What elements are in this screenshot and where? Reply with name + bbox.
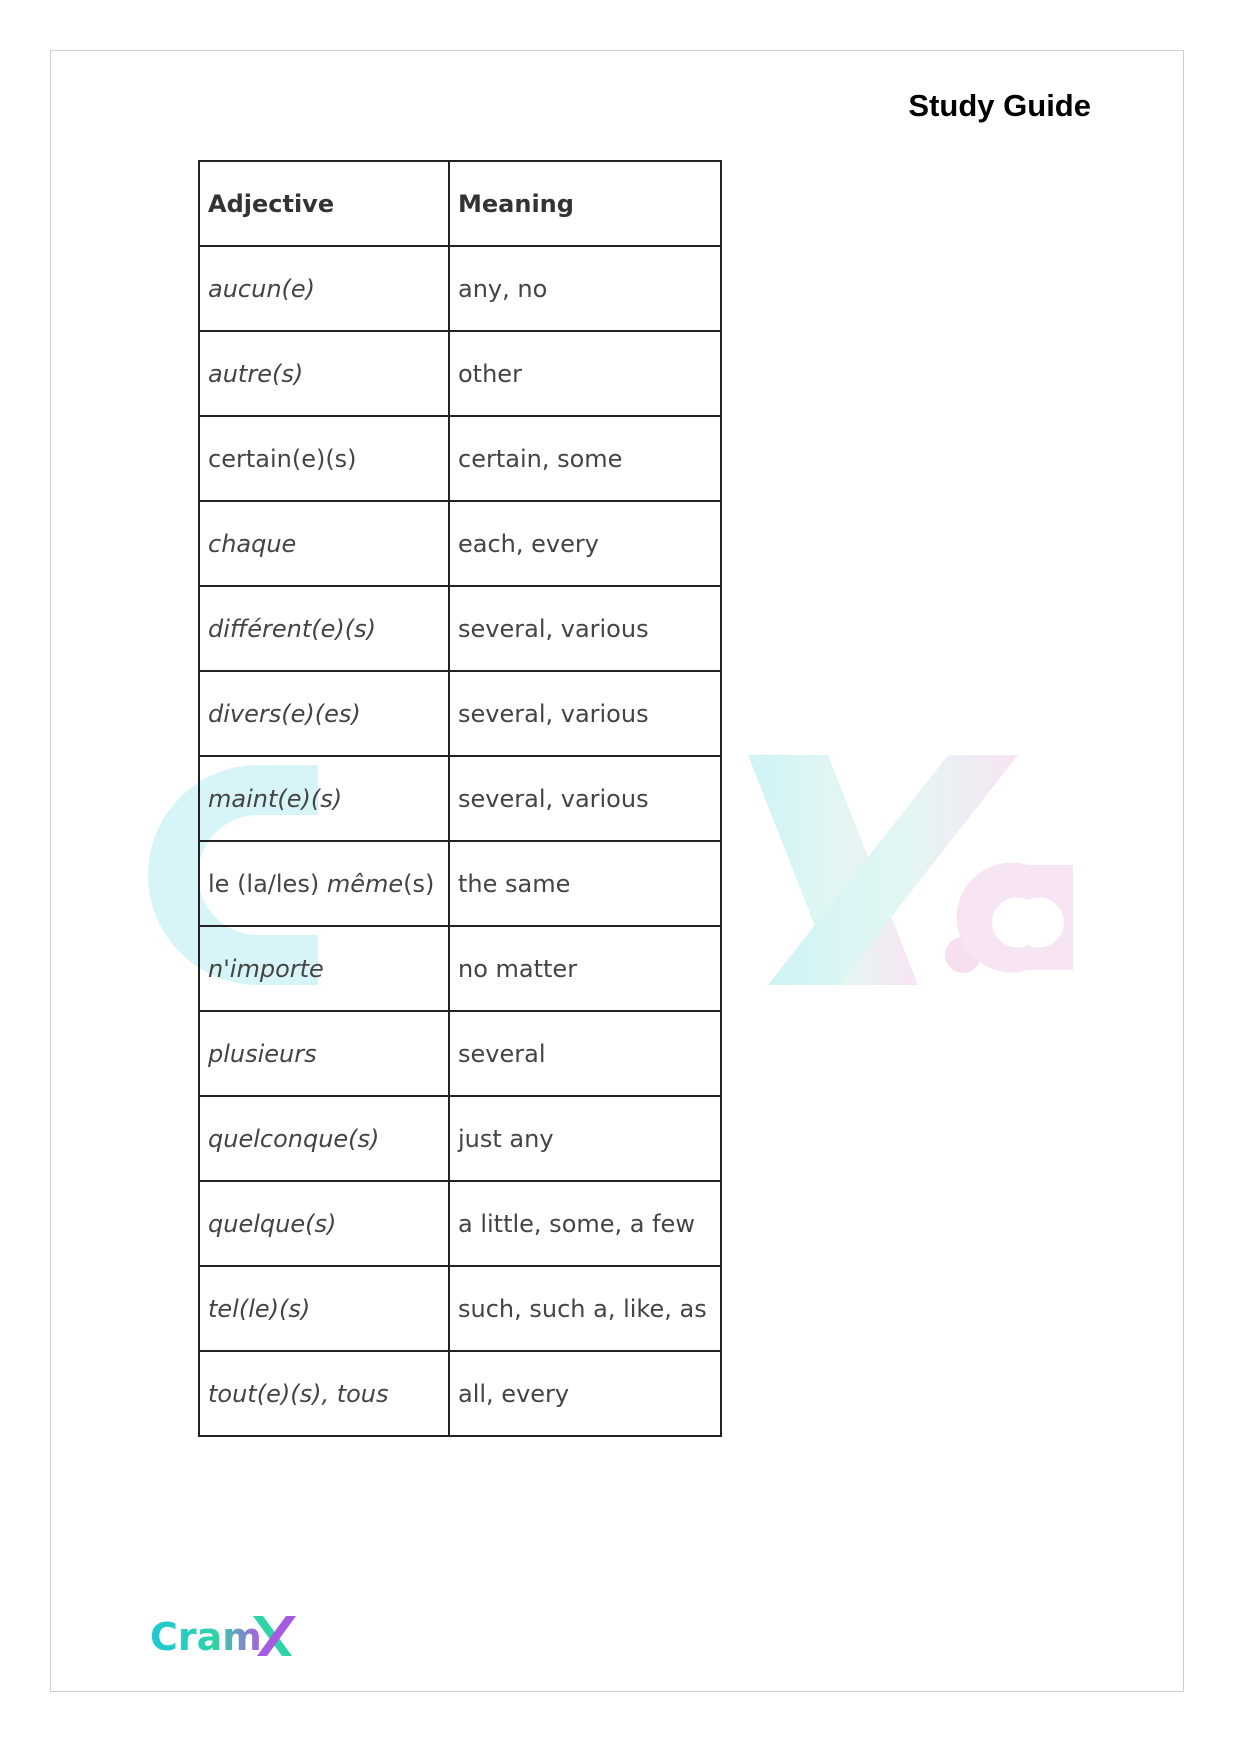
meaning-cell: the same (449, 841, 721, 926)
table-header-row (199, 161, 721, 246)
adjective-text: (s) (403, 869, 435, 898)
adjective-text: autre(s) (208, 359, 304, 388)
meaning-cell: such, such a, like, as (449, 1266, 721, 1351)
adjective-text: tout(e)(s), tous (208, 1379, 389, 1408)
adjective-cell (199, 416, 449, 501)
adjective-cell (199, 671, 449, 756)
adjective-cell (199, 841, 449, 926)
adjective-cell (199, 1096, 449, 1181)
adjective-text: le (la/les) (208, 869, 327, 898)
adjective-cell (199, 1011, 449, 1096)
svg-text:Cram: Cram (150, 1615, 262, 1659)
meaning-cell: all, every (449, 1351, 721, 1436)
table-row (199, 501, 721, 586)
adjective-text: aucun(e) (208, 274, 316, 303)
adjective-cell (199, 756, 449, 841)
table-row (199, 331, 721, 416)
adjective-text: divers(e)(es) (208, 699, 361, 728)
table-row (199, 1266, 721, 1351)
meaning-cell: any, no (449, 246, 721, 331)
adjective-text: chaque (208, 529, 297, 558)
adjective-cell (199, 1351, 449, 1436)
adjective-cell (199, 246, 449, 331)
table-row (199, 1351, 721, 1436)
column-header-adjective: Adjective (199, 161, 449, 246)
meaning-cell: just any (449, 1096, 721, 1181)
meaning-cell: certain, some (449, 416, 721, 501)
adjective-text: certain(e)(s) (208, 444, 357, 473)
cramx-logo (150, 1610, 300, 1660)
adjective-text: n'importe (208, 954, 324, 983)
adjective-text: plusieurs (208, 1039, 317, 1068)
adjective-cell (199, 1181, 449, 1266)
adjective-cell (199, 586, 449, 671)
meaning-cell: several, various (449, 671, 721, 756)
table-row (199, 586, 721, 671)
table-row (199, 246, 721, 331)
adjective-text: maint(e)(s) (208, 784, 343, 813)
table-row (199, 671, 721, 756)
meaning-cell: each, every (449, 501, 721, 586)
adjective-cell (199, 501, 449, 586)
adjective-cell (199, 331, 449, 416)
table-row (199, 841, 721, 926)
page-title: Study Guide (908, 88, 1091, 123)
table-row (199, 756, 721, 841)
table-row (199, 1096, 721, 1181)
meaning-cell: other (449, 331, 721, 416)
adjective-text: tel(le)(s) (208, 1294, 311, 1323)
adjective-text: quelque(s) (208, 1209, 337, 1238)
table-row (199, 926, 721, 1011)
meaning-cell: several (449, 1011, 721, 1096)
table-row (199, 1011, 721, 1096)
adjective-text: différent(e)(s) (208, 614, 376, 643)
meaning-cell: several, various (449, 756, 721, 841)
adjective-table (198, 160, 722, 1437)
table-row (199, 416, 721, 501)
meaning-cell: a little, some, a few (449, 1181, 721, 1266)
meaning-cell: several, various (449, 586, 721, 671)
table-row (199, 1181, 721, 1266)
adjective-cell (199, 926, 449, 1011)
adjective-cell (199, 1266, 449, 1351)
meaning-cell: no matter (449, 926, 721, 1011)
adjective-text: quelconque(s) (208, 1124, 380, 1153)
column-header-meaning: Meaning (449, 161, 721, 246)
adjective-text: même (326, 869, 404, 898)
